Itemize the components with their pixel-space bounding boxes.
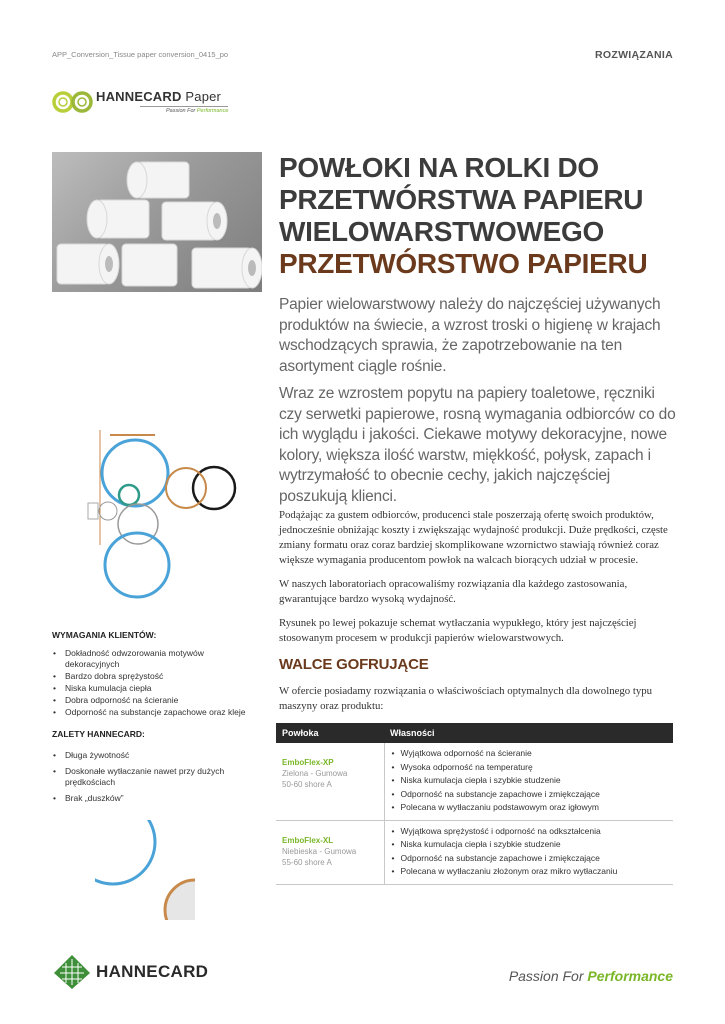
blue-roller-arc [95, 820, 155, 884]
intro-paragraph: Papier wielowarstwowy należy do najczęściej używanych produktów na świecie, a wzrost troski o higienę w krajach wschodzących sprawia, że zapotrzebowanie na ten asortyment ciągle rośnie. [279, 296, 661, 375]
applicator-roller [119, 485, 139, 505]
property-item: • Niska kumulacja ciepła i szybkie studzenie [391, 774, 668, 788]
list-item: • Dokładność odwzorowania motywów dekoracyjnych [52, 648, 222, 670]
body-paragraph: W naszych laboratoriach opracowaliśmy rozwiązania dla każdego zastosowania, gwarantujące bardzo wysoką wydajność. [279, 578, 628, 605]
product-color: Zielona - Gumowa [282, 769, 348, 778]
advantages-list [52, 750, 272, 809]
product-hardness: 55-60 shore A [282, 857, 332, 867]
list-item: • Dobra odporność na ścieranie [52, 695, 272, 706]
section-heading: WALCE GOFRUJĄCE [279, 656, 429, 673]
glue-roller [166, 468, 206, 508]
requirements-heading: WYMAGANIA KLIENTÓW: [52, 630, 157, 640]
product-hardness: 50-60 shore A [282, 780, 332, 789]
table-intro: W ofercie posiadamy rozwiązania o właściwościach optymalnych dla dowolnego typu maszyny oraz produktu: [279, 685, 653, 712]
property-item: • Wyjątkowa sprężystość i odporność na odkształcenia [391, 825, 668, 839]
product-cell [276, 820, 384, 884]
hannecard-emblem-icon [52, 953, 92, 991]
logo-divider [140, 106, 228, 107]
table-row [276, 743, 673, 820]
list-item: • Długa żywotność [52, 750, 272, 761]
logo-tagline: Passion For Performance [166, 108, 229, 114]
properties-cell [384, 743, 673, 820]
property-item: • Odporność na substancje zapachowe i zmiękczające [391, 788, 668, 802]
document-code: APP_Conversion_Tissue paper conversion_0415_po [52, 50, 229, 59]
footer-slogan: Passion For Performance [508, 968, 673, 984]
intro-paragraph: Wraz ze wzrostem popytu na papiery toaletowe, ręczniki czy serwetki papierowe, rosną wymagania odbiorców co do ich wyglądu i jakości. Ciekawe motywy dekoracyjne, nowe kolory, większa ilość warstw, miękkość, połysk, zapach i wytrzymałość to obecnie cechy, jakich najczęściej poszukują klienci. [279, 385, 676, 505]
tissue-rolls-photo [52, 152, 262, 292]
property-item: • Polecana w wytłaczaniu złożonym oraz mikro wytłaczaniu [391, 865, 668, 879]
properties-cell [384, 820, 673, 884]
body-paragraph: Podążając za gustem odbiorców, producenci stale poszerzają ofertę swoich produktów, jednocześnie obniżając koszty i zwiększając wydajność produkcji. Duże prędkości, częste zmiany formatu oraz coraz bardziej skomplikowane wzornictwo stawiają również coraz większe wymagania producentom powłok na walcach biorących udział w procesie. [279, 509, 668, 566]
list-item: • Niska kumulacja ciepła [52, 683, 272, 694]
hannecard-paper-logo [52, 86, 232, 122]
property-item: • Niska kumulacja ciepła i szybkie studzenie [391, 838, 668, 852]
list-item: • Bardzo dobra sprężystość [52, 671, 272, 682]
product-name: EmboFlex-XP [282, 758, 334, 767]
grey-roller [165, 880, 195, 920]
property-item: • Wysoka odporność na temperaturę [391, 761, 668, 775]
section-label: ROZWIĄZANIA [595, 49, 673, 61]
glue-tray [88, 503, 98, 519]
table-header-coating: Powłoka [276, 723, 384, 743]
requirements-list [52, 648, 272, 719]
logo-rings-icon [52, 86, 96, 120]
body-paragraph: Rysunek po lewej pokazuje schemat wytłaczania wypukłego, który jest najczęściej stosowanym procesem w produkcji papierów wielowarstwowych. [279, 617, 637, 644]
page-title [279, 152, 679, 280]
product-name: EmboFlex-XL [282, 835, 334, 845]
coatings-table [276, 723, 673, 885]
advantages-heading: ZALETY HANNECARD: [52, 729, 145, 739]
footer-wordmark: HANNECARD [96, 962, 209, 981]
product-color: Niebieska - Gumowa [282, 846, 357, 856]
table-row [276, 820, 673, 884]
hannecard-footer-logo [52, 953, 232, 991]
body-text [279, 508, 679, 655]
embossing-rollers-diagram [80, 425, 255, 605]
table-header-properties: Własności [384, 723, 673, 743]
list-item: • Brak „duszków” [52, 793, 272, 804]
title-subtitle: PRZETWÓRSTWO PAPIERU [279, 248, 648, 279]
title-main: POWŁOKI NA ROLKI DO PRZETWÓRSTWA PAPIERU WIELOWARSTWOWEGO [279, 152, 644, 247]
list-item: • Odporność na substancje zapachowe oraz kleje [52, 707, 272, 718]
list-item: • Doskonałe wytłaczanie nawet przy dużych prędkościach [52, 766, 252, 788]
embossing-roller-top [102, 440, 168, 506]
property-item: • Polecana w wytłaczaniu podstawowym oraz igłowym [391, 801, 668, 815]
property-item: • Odporność na substancje zapachowe i zmiękczające [391, 852, 668, 866]
small-roller [99, 502, 117, 520]
property-item: • Wyjątkowa odporność na ścieranie [391, 747, 668, 761]
product-cell [276, 743, 384, 820]
roller-decoration [95, 820, 195, 920]
embossing-roller-bottom [105, 533, 169, 597]
intro-text [279, 295, 679, 514]
logo-wordmark: HANNECARD Paper [96, 89, 222, 104]
